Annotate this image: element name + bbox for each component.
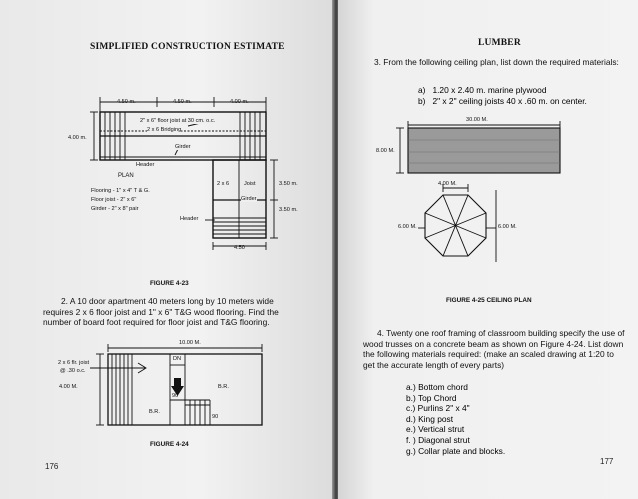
problem-3-item-b: b) 2" x 2" ceiling joists 40 x .60 m. on center.	[418, 95, 587, 106]
fig23-label-girder-mid: Girder	[175, 144, 191, 150]
fig23-label-bridging: 2 x 6 Bridging	[147, 127, 182, 133]
fig23-label-girder-right: Girder	[241, 196, 257, 202]
fig23-dim-right1: 3.50 m.	[279, 181, 298, 187]
left-running-header: SIMPLIFIED CONSTRUCTION ESTIMATE	[90, 42, 285, 52]
figure-4-25-caption: FIGURE 4-25 CEILING PLAN	[446, 297, 532, 304]
figure-4-24-caption: FIGURE 4-24	[150, 441, 189, 448]
fig24-label-90b: 90	[212, 414, 219, 420]
fig25-dim-top: 30.00 M.	[466, 117, 488, 123]
problem-3-text: 3. From the following ceiling plan, list down the required materials:	[374, 57, 619, 67]
fig23-dim-b: 4.50 m.	[173, 99, 192, 105]
fig25-dim-left: 8.00 M.	[376, 148, 395, 154]
problem-4-item-f: f. ) Diagonal strut	[406, 434, 470, 445]
fig23-dim-c: 4.00 m.	[230, 99, 249, 105]
right-page	[338, 0, 638, 499]
fig23-legend-joist: Floor joist - 2" x 6"	[91, 197, 137, 203]
fig24-label-dn: DN	[173, 356, 182, 362]
problem-4-item-b: b.) Top Chord	[406, 392, 457, 403]
fig23-legend-flooring: Flooring - 1" x 4" T & G.	[91, 188, 150, 194]
fig23-label-floor-joist: 2" x 6" floor joist at 30 cm. o.c.	[140, 118, 216, 124]
fig23-label-header-top: Header	[136, 162, 155, 168]
fig25-dim-oct-right: 6.00 M.	[498, 224, 517, 230]
problem-4-list	[406, 382, 505, 456]
fig23-label-2x6: 2 x 6	[217, 181, 230, 187]
fig24-dim-left: 4.00 M.	[59, 384, 78, 390]
figure-4-23-caption: FIGURE 4-23	[150, 280, 189, 287]
left-page-number: 176	[45, 462, 59, 471]
problem-4-item-g: g.) Collar plate and blocks.	[406, 445, 506, 456]
fig25-dim-oct-left: 6.00 M.	[398, 224, 417, 230]
fig23-dim-bottom: 4.50	[234, 245, 245, 251]
problem-4-item-e: e.) Vertical strut	[406, 424, 465, 435]
problem-4-text: 4. Twenty one roof framing of classroom building specify the use of wood trusses on a concrete beam as shown on Figure 4-24. List down the following materials required: (make an scaled drawing at 1:20 to get the accurate length of every parts)	[363, 328, 625, 370]
problem-4-item-a: a.) Bottom chord	[406, 382, 468, 392]
fig24-label-joist-line1: 2 x 6 flr. joist	[58, 360, 90, 366]
problem-4-item-c: c.) Purlins 2" x 4"	[406, 403, 470, 414]
right-running-header: LUMBER	[478, 38, 521, 48]
fig25-dim-octagon: 4.00 M.	[438, 181, 457, 187]
fig24-dim-top: 10.00 M.	[179, 340, 201, 346]
fig23-label-joist: Joist	[244, 181, 256, 187]
fig23-label-header-bottom: Header	[180, 216, 199, 222]
fig23-legend-girder: Girder - 2" x 8" pair	[91, 206, 139, 212]
fig24-label-br-right: B.R.	[218, 384, 229, 390]
fig23-dim-height: 4.00 m.	[68, 135, 87, 141]
fig24-label-90a: 90	[172, 393, 179, 399]
fig24-label-joist-line2: @ .30 o.c.	[60, 368, 86, 374]
problem-4-item-d: d.) King post	[406, 413, 454, 424]
problem-3-item-a: a) 1.20 x 2.40 m. marine plywood	[418, 85, 547, 95]
fig23-dim-a: 4.50 m.	[117, 99, 136, 105]
fig23-label-plan: PLAN	[118, 173, 134, 179]
right-page-number: 177	[600, 457, 614, 466]
problem-2-text: 2. A 10 door apartment 40 meters long by 10 meters wide requires 2 x 6 floor joist and 1" x 6" T&G wood flooring. Find the number of board foot required for floor joist and T&G flooring.	[43, 296, 279, 328]
fig24-label-br-left: B.R.	[149, 409, 160, 415]
fig23-dim-right2: 3.50 m.	[279, 207, 298, 213]
